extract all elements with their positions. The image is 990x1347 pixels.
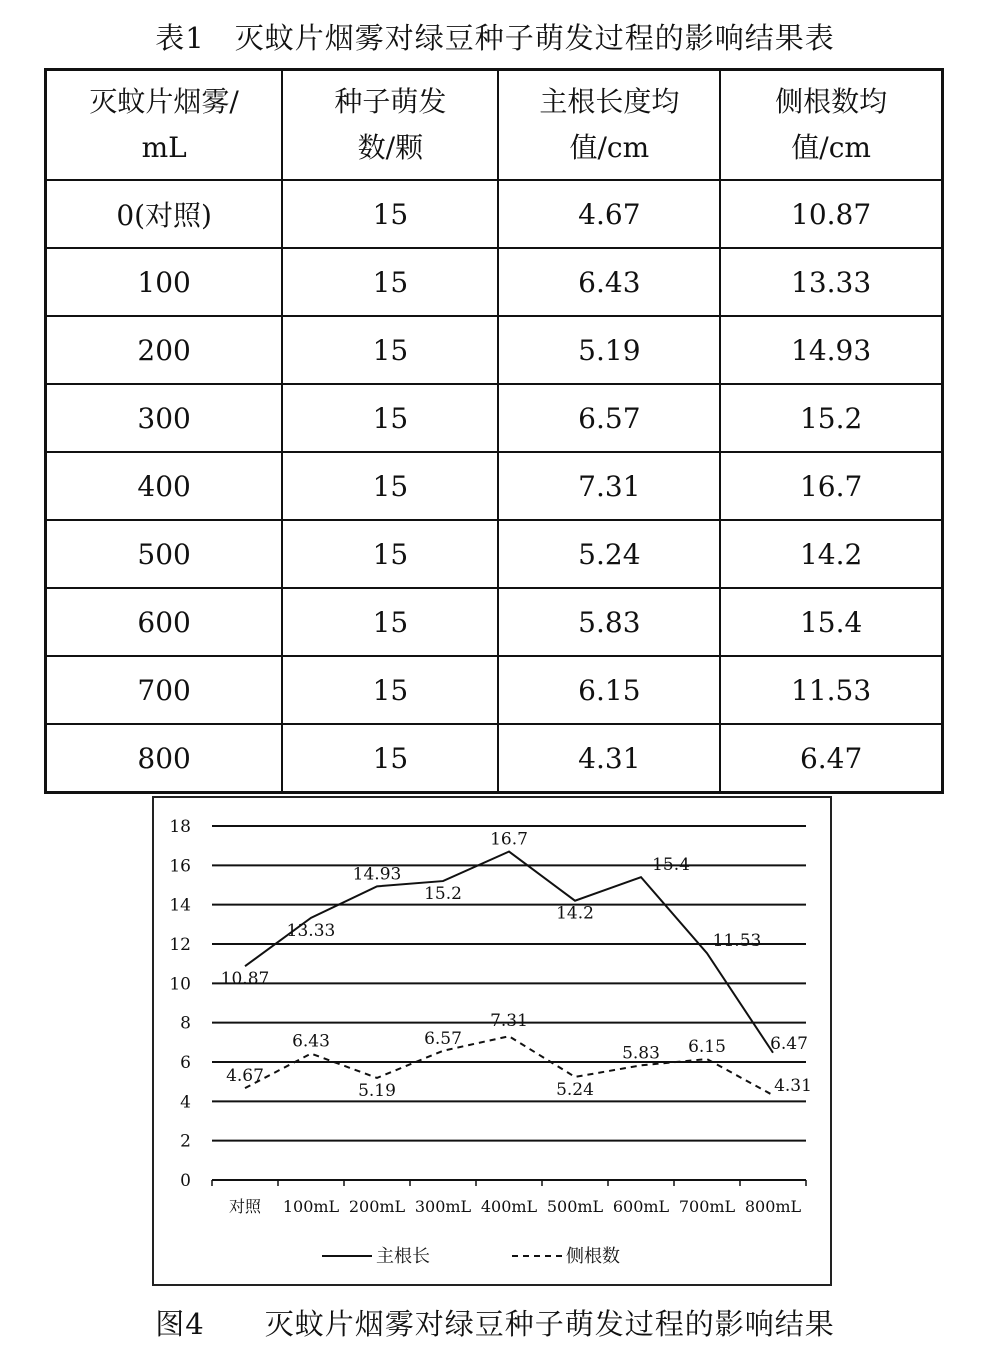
line-chart [154, 798, 830, 1284]
data-label: 15.4 [652, 855, 690, 876]
data-label: 6.43 [292, 1031, 330, 1052]
y-tick-label: 6 [180, 1053, 191, 1073]
cell: 4.31 [498, 724, 720, 793]
cell: 600 [46, 588, 283, 656]
cell: 15 [282, 520, 498, 588]
data-label: 10.87 [220, 969, 270, 990]
cell: 10.87 [720, 180, 942, 248]
y-tick-label: 16 [169, 856, 191, 877]
data-label: 14.2 [556, 903, 594, 924]
y-tick-label: 8 [180, 1013, 191, 1034]
data-label: 11.53 [712, 931, 762, 952]
header-germination-count: 种子萌发 数/颗 [282, 70, 498, 181]
x-tick-label: 600mL [612, 1197, 670, 1216]
table-row [46, 588, 943, 656]
cell: 15 [282, 588, 498, 656]
x-tick-label: 100mL [282, 1197, 340, 1216]
cell: 4.67 [498, 180, 720, 248]
cell: 6.47 [720, 724, 942, 793]
y-tick-label: 14 [169, 895, 191, 916]
data-label: 13.33 [286, 920, 336, 941]
x-tick-label: 800mL [744, 1197, 802, 1216]
legend-label-main-root: 主根长 [376, 1246, 430, 1267]
cell: 300 [46, 384, 283, 452]
cell: 5.83 [498, 588, 720, 656]
cell: 7.31 [498, 452, 720, 520]
data-label: 14.93 [352, 864, 402, 885]
cell: 15 [282, 248, 498, 316]
table-header-row [46, 70, 943, 181]
table-row [46, 656, 943, 724]
y-tick-label: 2 [180, 1131, 191, 1152]
data-label: 7.31 [490, 1011, 528, 1032]
x-tick-label: 200mL [348, 1197, 406, 1216]
data-label: 4.67 [226, 1066, 264, 1087]
data-label: 6.15 [688, 1037, 726, 1058]
y-tick-label: 12 [169, 935, 191, 955]
y-tick-label: 4 [180, 1092, 191, 1113]
table-row [46, 316, 943, 384]
results-table [44, 68, 944, 794]
cell: 400 [46, 452, 283, 520]
cell: 15 [282, 452, 498, 520]
data-label: 4.31 [774, 1076, 812, 1097]
table-caption: 表1 灭蚊片烟雾对绿豆种子萌发过程的影响结果表 [155, 21, 835, 55]
figure-caption: 图4 灭蚊片烟雾对绿豆种子萌发过程的影响结果 [155, 1307, 835, 1341]
cell: 700 [46, 656, 283, 724]
cell: 15 [282, 384, 498, 452]
data-label: 16.7 [490, 829, 528, 850]
header-lateral-root-count: 侧根数均 值/cm [720, 70, 942, 181]
data-label: 15.2 [424, 884, 462, 905]
cell: 14.93 [720, 316, 942, 384]
line-chart-frame [152, 796, 832, 1286]
cell: 0(对照) [46, 180, 283, 248]
cell: 15.2 [720, 384, 942, 452]
table-row [46, 384, 943, 452]
legend-label-lateral-root: 侧根数 [566, 1246, 620, 1267]
cell: 6.15 [498, 656, 720, 724]
x-tick-label: 500mL [546, 1197, 604, 1216]
cell: 15 [282, 316, 498, 384]
table-row [46, 724, 943, 793]
cell: 15 [282, 656, 498, 724]
cell: 800 [46, 724, 283, 793]
cell: 13.33 [720, 248, 942, 316]
cell: 5.19 [498, 316, 720, 384]
x-tick-label: 对照 [228, 1197, 262, 1216]
header-main-root-length: 主根长度均 值/cm [498, 70, 720, 181]
cell: 100 [46, 248, 283, 316]
data-label: 5.24 [556, 1079, 594, 1100]
cell: 15 [282, 180, 498, 248]
data-label: 5.19 [358, 1080, 396, 1101]
cell: 15.4 [720, 588, 942, 656]
table-row [46, 520, 943, 588]
data-label: 6.57 [424, 1028, 462, 1049]
header-smoke-volume: 灭蚊片烟雾/ mL [46, 70, 283, 181]
y-tick-label: 10 [169, 974, 191, 995]
data-label: 6.47 [770, 1033, 808, 1054]
cell: 11.53 [720, 656, 942, 724]
cell: 6.43 [498, 248, 720, 316]
y-tick-label: 18 [169, 817, 191, 837]
cell: 500 [46, 520, 283, 588]
cell: 200 [46, 316, 283, 384]
cell: 15 [282, 724, 498, 793]
table-row [46, 248, 943, 316]
table-row [46, 180, 943, 248]
table-row [46, 452, 943, 520]
x-tick-label: 300mL [414, 1197, 472, 1216]
x-tick-label: 700mL [678, 1197, 736, 1216]
cell: 5.24 [498, 520, 720, 588]
x-tick-label: 400mL [480, 1197, 538, 1216]
cell: 6.57 [498, 384, 720, 452]
cell: 14.2 [720, 520, 942, 588]
cell: 16.7 [720, 452, 942, 520]
data-label: 5.83 [622, 1043, 660, 1064]
y-tick-label: 0 [180, 1171, 191, 1191]
